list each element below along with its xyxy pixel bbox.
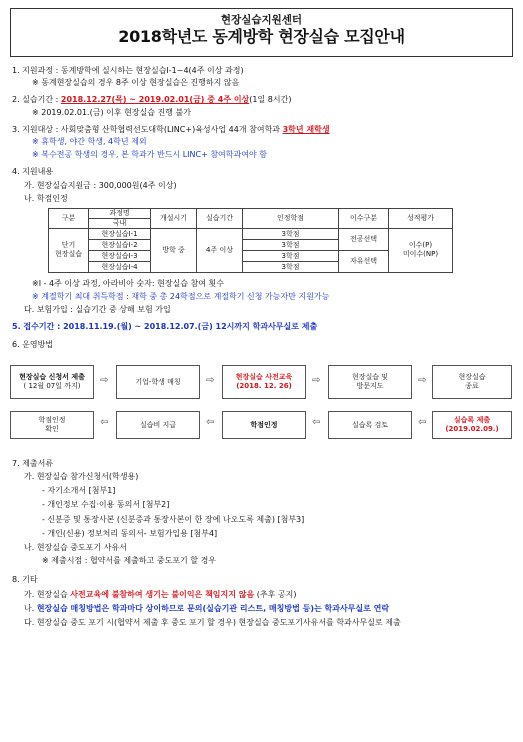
section-2-prefix: 2. 실습기간 : — [12, 95, 61, 105]
step-credit-check-title: 학점인정 — [38, 416, 66, 425]
step-report — [432, 411, 512, 439]
arrow-left-icon: ⇦ — [206, 416, 215, 428]
arrow-left-icon: ⇦ — [418, 416, 427, 428]
section-2-line — [12, 95, 513, 104]
td-course: 현장실습Ⅰ-1 — [89, 228, 151, 239]
section-7-b-note: ※ 제출시점 : 협약서를 제출하고 중도포기 할 경우 — [42, 556, 217, 566]
step-visit-sub: 방문지도 — [356, 381, 384, 390]
page-title: 2018학년도 동계방학 현장실습 모집안내 — [118, 27, 405, 47]
step-visit — [328, 365, 412, 399]
credit-table — [48, 208, 453, 273]
section-3-note-2: ※ 복수전공 학생의 경우, 본 학과가 반드시 LINC+ 참여학과여야 함 — [32, 150, 267, 160]
section-2-period: 2018.12.27(목) ~ 2019.02.01(금) 중 4주 이상 — [60, 95, 250, 105]
process-flow — [10, 353, 513, 457]
section-4-note-2: ※ 계절학기 최대 취득학점 : 재학 중 총 24학점으로 계절학기 신청 가능자만 지원가능 — [32, 292, 330, 302]
arrow-right-icon: ⇨ — [100, 374, 109, 386]
section-4-a: 가. 현장실습지원금 : 300,000원(4주 이상) — [24, 180, 177, 190]
step-report-title: 실습록 제출 — [453, 416, 491, 425]
step-application — [10, 365, 94, 399]
section-4-label: 4. 지원내용 — [12, 167, 54, 177]
section-8-c: 다. 현장실습 중도 포기 시(협약서 제출 후 중도 포기 할 경우) 현장실습 중도포기사유서를 학과사무실로 제출 — [24, 617, 401, 627]
td-credit: 3학점 — [243, 261, 339, 272]
td-time: 방학 중 — [151, 228, 197, 272]
section-8-a-prefix: 가. 현장실습 — [24, 589, 71, 599]
step-application-title: 현장실습 신청서 제출 — [19, 373, 85, 382]
th-course: 과정명 — [89, 208, 151, 218]
step-credit-title: 학점인정 — [250, 420, 278, 429]
th-credit: 인정학점 — [243, 208, 339, 228]
step-visit-title: 현장실습 및 — [351, 373, 389, 382]
td-grade: 이수(P) 미이수(NP) — [389, 228, 453, 272]
section-3-line — [12, 125, 513, 134]
section-4-b: 나. 학점인정 — [24, 193, 68, 203]
step-pre-education-date: (2018. 12. 26) — [236, 381, 292, 390]
section-6-label: 6. 운영방법 — [12, 339, 54, 349]
step-pre-education-title: 현장실습 사전교육 — [235, 373, 293, 382]
section-7-label: 7. 제출서류 — [12, 458, 54, 468]
step-end — [432, 365, 512, 399]
step-review-title: 실습록 검토 — [351, 420, 389, 429]
section-7-item-4: - 개인(신용) 정보처리 동의서- 보험가입용 [첨부4] — [42, 528, 218, 538]
step-report-date: (2019.02.09.) — [445, 424, 499, 433]
section-7-item-1: - 자기소개서 [첨부1] — [42, 486, 116, 496]
th-period: 실습기간 — [197, 208, 243, 228]
arrow-left-icon: ⇦ — [312, 416, 321, 428]
td-credit: 3학점 — [243, 239, 339, 250]
step-matching-title: 기업-학생 매칭 — [135, 377, 181, 386]
step-end-title: 현장실습 — [458, 373, 486, 382]
arrow-right-icon: ⇨ — [206, 374, 215, 386]
section-8-a-suffix: (추후 공지) — [254, 589, 297, 599]
section-7-item-2: - 개인정보 수집·이용 동의서 [첨부2] — [42, 500, 170, 510]
section-8-b-emph: 현장실습 매칭방법은 학과마다 상이하므로 문의(실습기관 리스트, 매칭방법 등)는 학과사무실로 연락 — [36, 603, 390, 613]
section-7-b: 나. 현장실습 중도포기 사유서 — [24, 542, 127, 552]
th-time: 개설시기 — [151, 208, 197, 228]
td-credit: 3학점 — [243, 228, 339, 239]
section-3-emph: 3학년 재학생 — [282, 124, 330, 134]
th-category: 구분 — [49, 208, 89, 228]
arrow-left-icon: ⇦ — [100, 416, 109, 428]
section-3-prefix: 3. 지원대상 : 사회맞춤형 산학협력선도대학(LINC+)육성사업 44개 참여학과 — [12, 124, 283, 134]
section-8-b — [24, 604, 513, 613]
td-type-major: 전공선택 — [339, 228, 389, 250]
td-type-free: 자유선택 — [339, 250, 389, 272]
th-grade: 성적평가 — [389, 208, 453, 228]
step-application-date: ( 12월 07일 까지) — [23, 381, 81, 390]
step-pre-education — [222, 365, 306, 399]
section-8-a-emph: 사전교육에 불참하여 생기는 불이익은 책임지지 않음 — [70, 589, 255, 599]
step-payment-title: 실습비 지급 — [139, 420, 177, 429]
step-payment — [116, 411, 200, 439]
step-credit-check — [10, 411, 94, 439]
step-credit — [222, 411, 306, 439]
section-7-a: 가. 현장실습 참가신청서(학생용) — [24, 472, 139, 481]
td-course: 현장실습Ⅰ-3 — [89, 250, 151, 261]
td-course: 현장실습Ⅰ-2 — [89, 239, 151, 250]
th-course-sub: 국내 — [89, 218, 151, 228]
td-period: 4주 이상 — [197, 228, 243, 272]
title-box — [10, 8, 513, 57]
section-8-label: 8. 기타 — [12, 575, 38, 585]
section-5-line: 5. 접수기간 : 2018.11.19.(월) ~ 2018.12.07.(금) 12시까지 학과사무실로 제출 — [12, 322, 318, 332]
section-4-note-1: ※Ⅰ - 4주 이상 과정, 아라비아 숫자: 현장실습 참여 횟수 — [32, 278, 224, 288]
section-1-note: ※ 동계현장실습의 경우 8주 이상 현장실습은 진행하지 않음 — [32, 78, 240, 88]
td-category: 단기 현장실습 — [49, 228, 89, 272]
section-7-item-3: - 신분증 및 통장사본 (신분증과 통장사본이 한 장에 나오도록 제출) [첨부3] — [42, 514, 305, 524]
td-course: 현장실습Ⅰ-4 — [89, 261, 151, 272]
org-name: 현장실습지원센터 — [220, 14, 303, 26]
td-credit: 3학점 — [243, 250, 339, 261]
arrow-right-icon: ⇨ — [312, 374, 321, 386]
section-2-suffix: (1일 8시간) — [249, 95, 292, 105]
section-3-note-1: ※ 휴학생, 야간 학생, 4학년 제외 — [32, 136, 147, 146]
section-8-b-prefix: 나. — [24, 603, 37, 613]
step-end-sub: 종료 — [465, 381, 479, 390]
section-8-a — [24, 590, 513, 599]
arrow-right-icon: ⇨ — [418, 374, 427, 386]
section-1-label: 1. 지원과정 : 동계방학에 실시하는 현장실습Ⅰ-1~4(4주 이상 과정) — [12, 66, 244, 75]
step-review — [328, 411, 412, 439]
th-type: 이수구분 — [339, 208, 389, 228]
step-matching — [116, 365, 200, 399]
step-credit-check-sub: 확인 — [45, 424, 59, 433]
section-2-note: ※ 2019.02.01.(금) 이후 현장실습 진행 불가 — [32, 107, 192, 117]
section-4-c: 다. 보험가입 : 실습기간 중 상해 보험 가입 — [24, 305, 171, 315]
